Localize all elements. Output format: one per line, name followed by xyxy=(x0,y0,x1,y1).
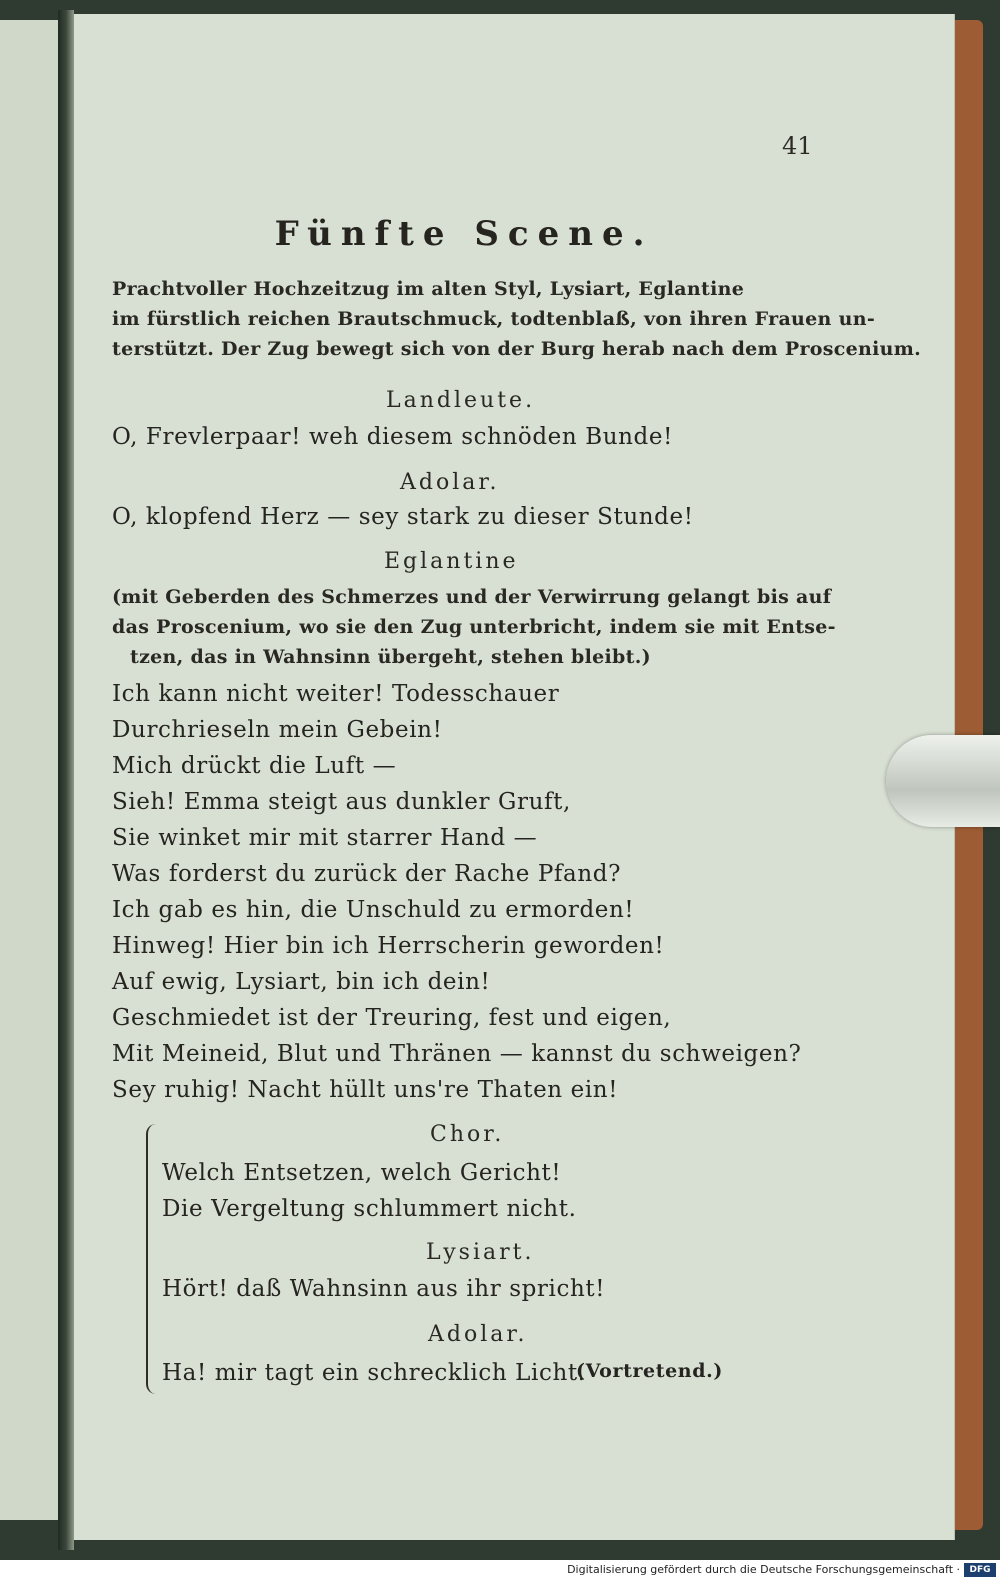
page-clip xyxy=(886,735,1000,827)
dfg-logo: DFG xyxy=(964,1563,996,1577)
book-page xyxy=(74,14,955,1540)
verse-line: Welch Entsetzen, welch Gericht! xyxy=(162,1160,562,1186)
speaker-chor: Chor. xyxy=(430,1122,505,1147)
book-gutter xyxy=(58,10,74,1550)
verse-line: Ich gab es hin, die Unschuld zu ermorden! xyxy=(112,897,635,923)
verse-line: O, Frevlerpaar! weh diesem schnöden Bunde! xyxy=(112,424,673,450)
scene-title: Fünfte Scene. xyxy=(274,214,654,254)
verse-line: Die Vergeltung schlummert nicht. xyxy=(162,1196,577,1222)
speaker-adolar: Adolar. xyxy=(400,470,500,495)
stage-direction-line: im fürstlich reichen Brautschmuck, todtenblaß, von ihren Frauen un- xyxy=(112,308,876,330)
speaker-adolar: Adolar. xyxy=(428,1322,528,1347)
footer-bar xyxy=(0,1560,1000,1581)
verse-line: Was forderst du zurück der Rache Pfand? xyxy=(112,861,622,887)
verse-line: Sey ruhig! Nacht hüllt uns're Thaten ein! xyxy=(112,1077,619,1103)
speaker-lysiart: Lysiart. xyxy=(426,1240,535,1265)
verse-line: Auf ewig, Lysiart, bin ich dein! xyxy=(112,969,491,995)
stage-direction-line: terstützt. Der Zug bewegt sich von der Burg herab nach dem Proscenium. xyxy=(112,338,922,360)
stage-direction-inline: (Vortretend.) xyxy=(576,1360,723,1382)
footer-credit: Digitalisierung gefördert durch die Deutsche Forschungsgemeinschaft · xyxy=(567,1563,960,1576)
stage-direction-line: das Proscenium, wo sie den Zug unterbricht, indem sie mit Entse- xyxy=(112,616,836,638)
stage-direction-line: Prachtvoller Hochzeitzug im alten Styl, Lysiart, Eglantine xyxy=(112,278,745,300)
stage-direction-line: tzen, das in Wahnsinn übergeht, stehen bleibt.) xyxy=(130,646,651,668)
speaker-landleute: Landleute. xyxy=(386,388,536,413)
verse-line: Durchrieseln mein Gebein! xyxy=(112,717,443,743)
stage-direction-line: (mit Geberden des Schmerzes und der Verwirrung gelangt bis auf xyxy=(112,586,832,608)
verse-line: Hinweg! Hier bin ich Herrscherin geworden! xyxy=(112,933,665,959)
verse-line: Ha! mir tagt ein schrecklich Licht. xyxy=(162,1360,586,1386)
verse-line: Ich kann nicht weiter! Todesschauer xyxy=(112,681,560,707)
speaker-eglantine: Eglantine xyxy=(384,549,519,574)
verse-line: Mich drückt die Luft — xyxy=(112,753,397,779)
verse-line: Hört! daß Wahnsinn aus ihr spricht! xyxy=(162,1276,606,1302)
page-number: 41 xyxy=(782,132,813,160)
verse-line: Geschmiedet ist der Treuring, fest und eigen, xyxy=(112,1005,672,1031)
verse-line: O, klopfend Herz — sey stark zu dieser Stunde! xyxy=(112,504,694,530)
verse-line: Sie winket mir mit starrer Hand — xyxy=(112,825,538,851)
left-page-edge xyxy=(0,20,60,1520)
verse-line: Mit Meineid, Blut und Thränen — kannst du schweigen? xyxy=(112,1041,802,1067)
brace-bracket xyxy=(146,1124,162,1394)
verse-line: Sieh! Emma steigt aus dunkler Gruft, xyxy=(112,789,571,815)
